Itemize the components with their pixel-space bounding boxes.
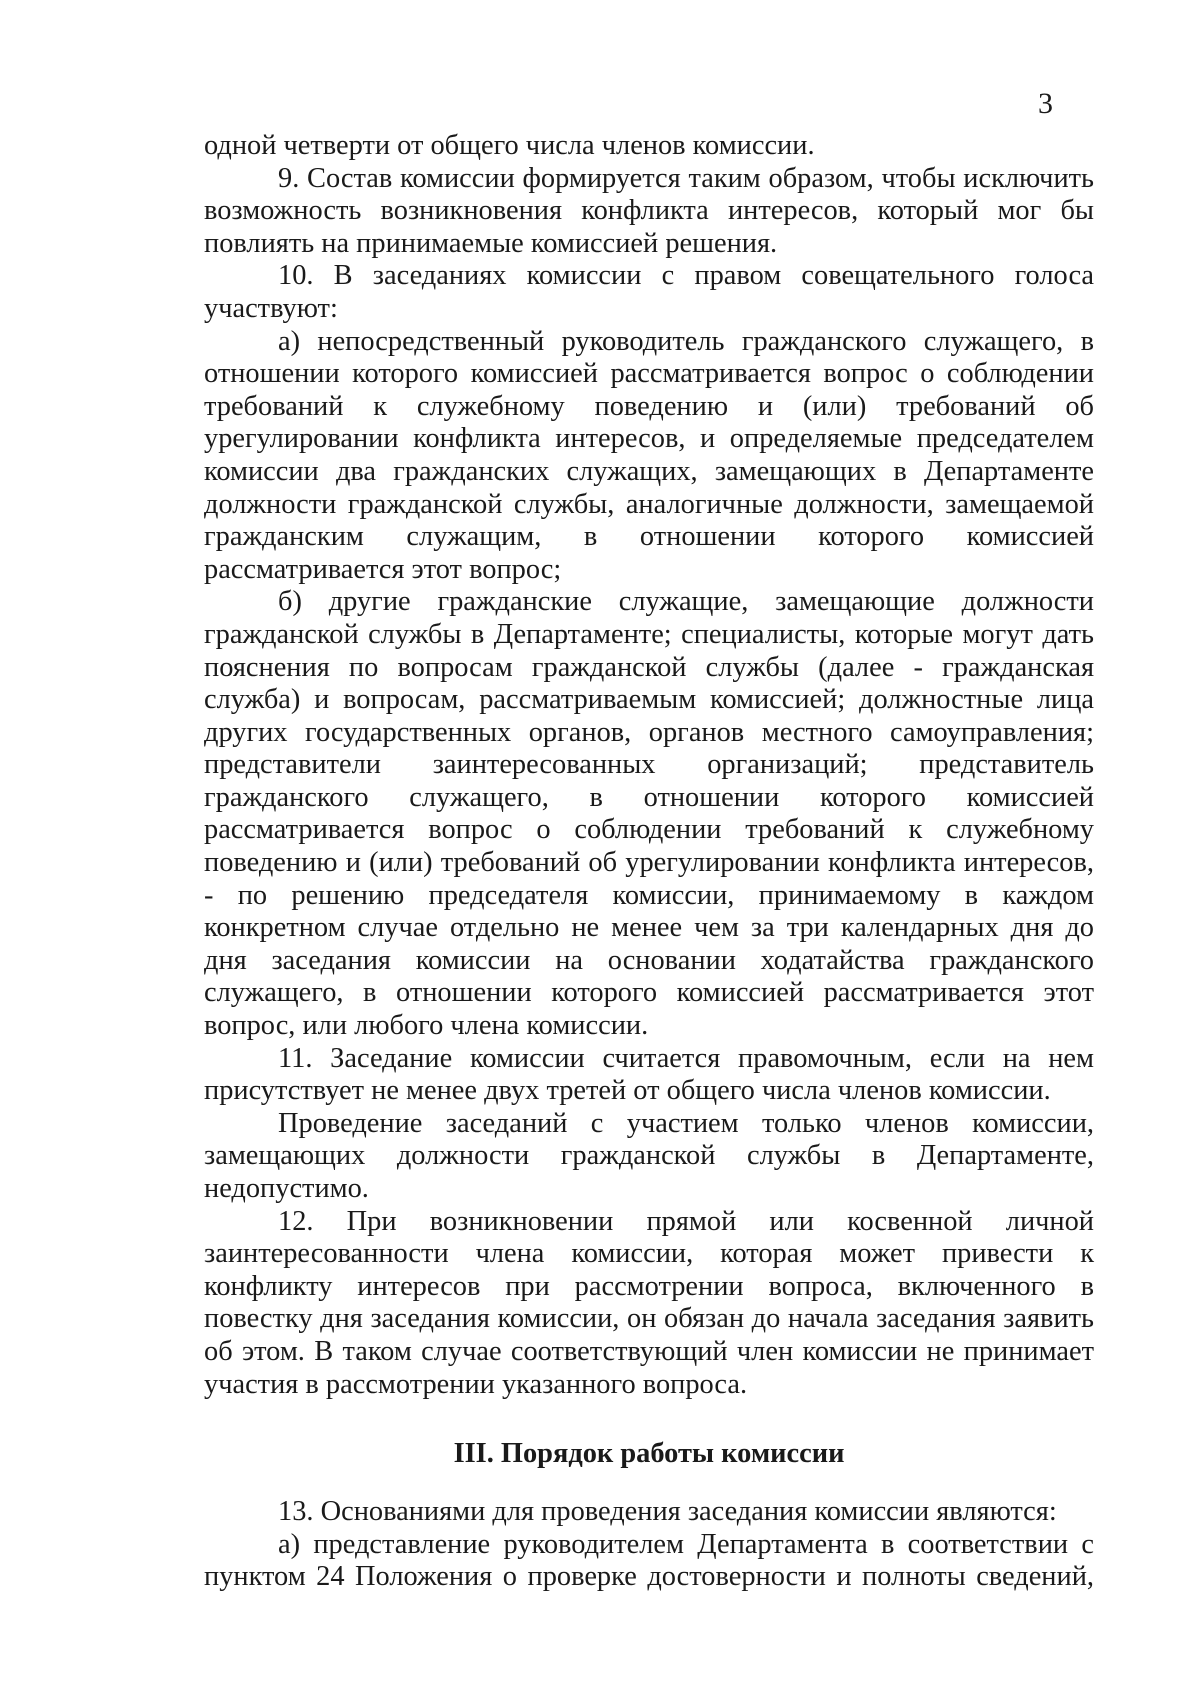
paragraph-10-a: а) непосредственный руководитель гражданского служащего, в отношении которого комиссией рассматривается вопрос о соблюдении требований к служебному поведению и (или) требований об урегулировании конфликта интересов, и определяемые председателем комиссии два гражданских служащих, замещающих в Департаменте должности гражданской службы, аналогичные должности, замещаемой гражданским служащим, в отношении которого комиссией рассматривается этот вопрос; [204,325,1094,585]
paragraph-11: 11. Заседание комиссии считается правомочным, если на нем присутствует не менее двух третей от общего числа членов комиссии. [204,1042,1094,1107]
paragraph-10-b: б) другие гражданские служащие, замещающие должности гражданской службы в Департаменте; специалисты, которые могут дать пояснения по вопросам гражданской службы (далее - гражданская служба) и вопросам, рассматриваемым комиссией; должностные лица других государственных органов, органов местного самоуправления; представители заинтересованных организаций; представитель гражданского служащего, в отношении которого комиссией рассматривается вопрос о соблюдении требований к служебному поведению и (или) требований об урегулировании конфликта интересов, - по решению председателя комиссии, принимаемому в каждом конкретном случае отдельно не менее чем за три календарных дня до дня заседания комиссии на основании ходатайства гражданского служащего, в отношении которого комиссией рассматривается этот вопрос, или любого члена комиссии. [204,586,1094,1042]
paragraph-9: 9. Состав комиссии формируется таким образом, чтобы исключить возможность возникновения конфликта интересов, который мог бы повлиять на принимаемые комиссией решения. [204,162,1094,259]
paragraph-13: 13. Основаниями для проведения заседания комиссии являются: [278,1496,1057,1527]
page-number: 3 [1038,87,1053,120]
paragraph-10: 10. В заседаниях комиссии с правом совещательного голоса участвуют: [204,260,1094,324]
paragraph-continuation: одной четверти от общего числа членов комиссии. [204,130,815,161]
section-heading: III. Порядок работы комиссии [453,1438,845,1469]
body-text [204,130,1094,1401]
paragraph-12: 12. При возникновении прямой или косвенной личной заинтересованности члена комиссии, которая может привести к конфликту интересов при рассмотрении вопроса, включенного в повестку дня заседания комиссии, он обязан до начала заседания заявить об этом. В таком случае соответствующий член комиссии не принимает участия в рассмотрении указанного вопроса. [204,1205,1094,1400]
paragraph-13-a: а) представление руководителем Департамента в соответствии с пунктом 24 Положения о проверке достоверности и полноты сведений, [204,1528,1094,1593]
body-text-section-3 [204,1496,1094,1594]
paragraph-11-note: Проведение заседаний с участием только членов комиссии, замещающих должности гражданской службы в Департаменте, недопустимо. [204,1107,1094,1204]
